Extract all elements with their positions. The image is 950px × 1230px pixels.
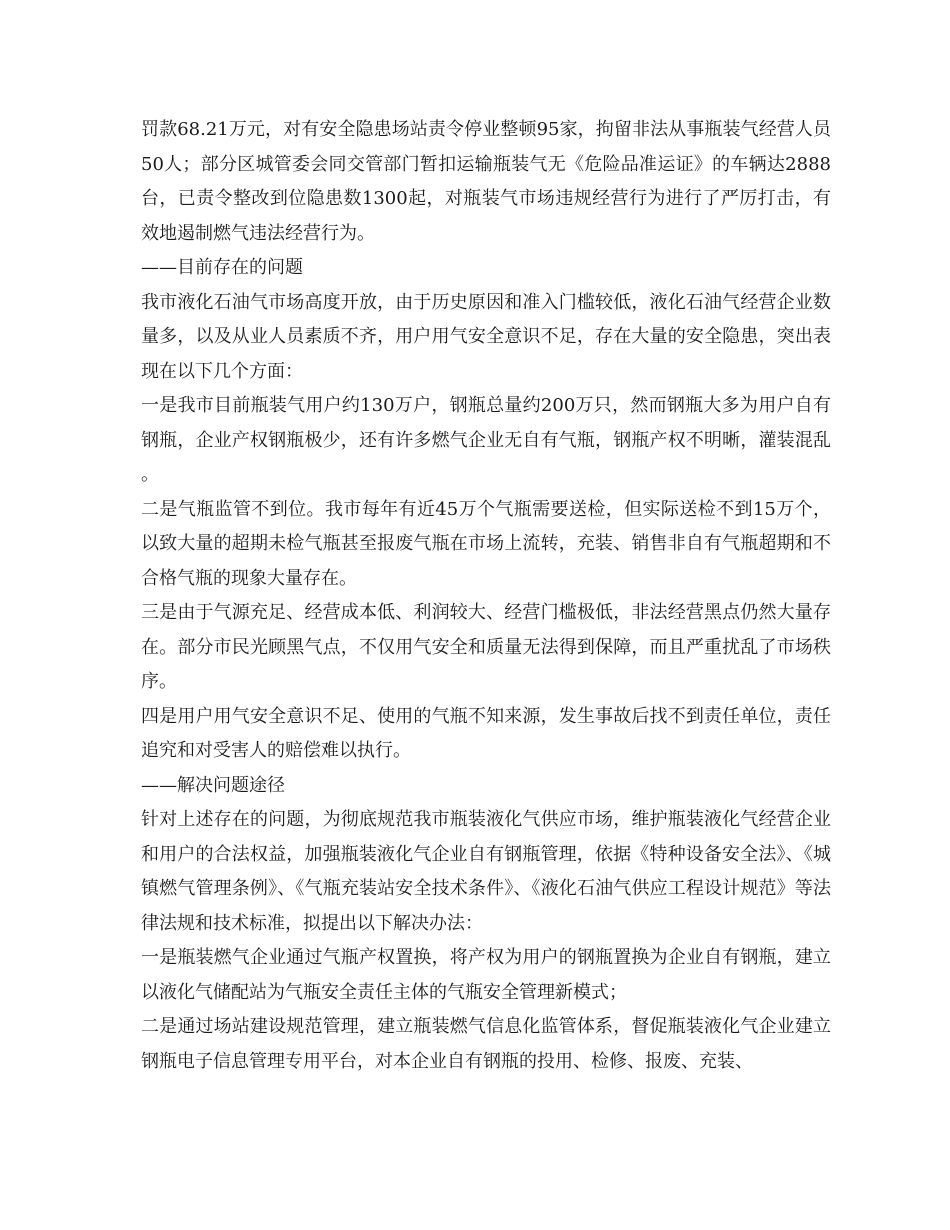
section-heading-solutions: ——解决问题途径 bbox=[141, 774, 285, 796]
paragraph-penalty-summary: 罚款68.21万元，对有安全隐患场站责令停业整顿95家，拘留非法从事瓶装气经营人员50人；部分区城管委会同交管部门暂扣运输瓶装气无《危险品准运证》的车辆达2888台，已责令整改到位隐患数1300起，对瓶装气市场违规经营行为进行了严厉打击，有效地遏制燃气违法经营行为。 bbox=[141, 119, 831, 244]
paragraph-solution-1: 一是瓶装燃气企业通过气瓶产权置换，将产权为用户的钢瓶置换为企业自有钢瓶，建立以液化气储配站为气瓶安全责任主体的气瓶安全管理新模式； bbox=[141, 947, 831, 1003]
paragraph-solution-2: 二是通过场站建设规范管理，建立瓶装燃气信息化监管体系，督促瓶装液化气企业建立钢瓶电子信息管理专用平台，对本企业自有钢瓶的投用、检修、报废、充装、 bbox=[141, 1016, 831, 1072]
paragraph-problem-1: 一是我市目前瓶装气用户约130万户，钢瓶总量约200万只，然而钢瓶大多为用户自有钢瓶，企业产权钢瓶极少，还有许多燃气企业无自有气瓶，钢瓶产权不明晰，灌装混乱。 bbox=[141, 395, 831, 485]
paragraph-problem-3: 三是由于气源充足、经营成本低、利润较大、经营门槛极低，非法经营黑点仍然大量存在。部分市民光顾黑气点，不仅用气安全和质量无法得到保障，而且严重扰乱了市场秩序。 bbox=[141, 602, 831, 692]
paragraph-market-overview: 我市液化石油气市场高度开放，由于历史原因和准入门槛较低，液化石油气经营企业数量多，以及从业人员素质不齐，用户用气安全意识不足，存在大量的安全隐患，突出表现在以下几个方面： bbox=[141, 291, 831, 382]
paragraph-solutions-intro: 针对上述存在的问题，为彻底规范我市瓶装液化气供应市场，维护瓶装液化气经营企业和用户的合法权益，加强瓶装液化气企业自有钢瓶管理，依据《特种设备安全法》、《城镇燃气管理条例》、《气瓶充装站安全技术条件》、《液化石油气供应工程设计规范》等法律法规和技术标准，拟提出以下解决办法： bbox=[141, 809, 831, 934]
document-body bbox=[141, 113, 831, 1079]
paragraph-problem-2: 二是气瓶监管不到位。我市每年有近45万个气瓶需要送检，但实际送检不到15万个，以致大量的超期未检气瓶甚至报废气瓶在市场上流转，充装、销售非自有气瓶超期和不合格气瓶的现象大量存在。 bbox=[141, 498, 831, 589]
section-heading-current-problems: ——目前存在的问题 bbox=[141, 257, 303, 278]
paragraph-problem-4: 四是用户用气安全意识不足、使用的气瓶不知来源，发生事故后找不到责任单位，责任追究和对受害人的赔偿难以执行。 bbox=[141, 705, 831, 761]
